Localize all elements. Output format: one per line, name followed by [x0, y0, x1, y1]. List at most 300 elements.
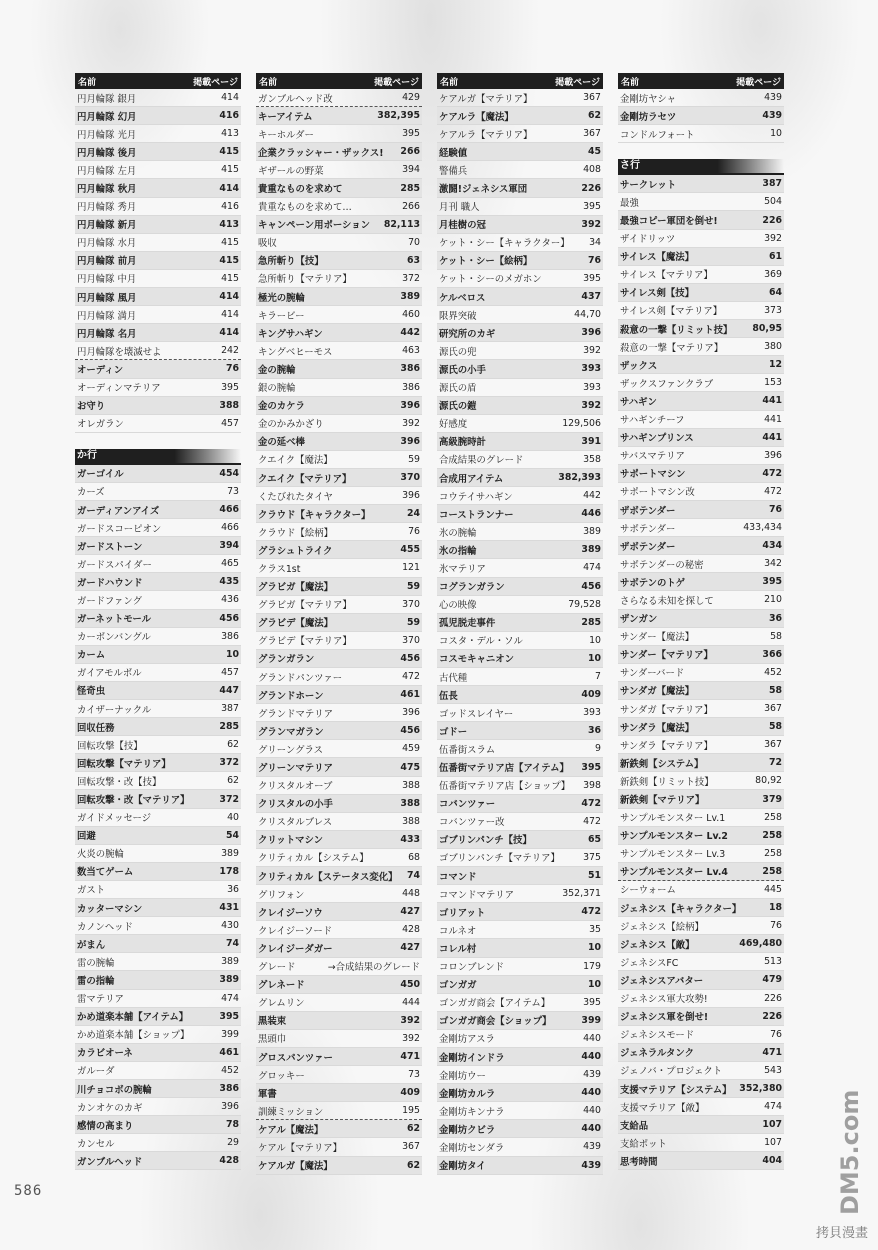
entry-name: クレイジーソード [258, 925, 333, 937]
entry-page: 258 [762, 829, 782, 841]
entry-page: 456 [219, 612, 239, 624]
entry-name: ジェネシス【キャラクター】 [620, 903, 742, 915]
entry-page: 367 [583, 128, 601, 140]
entry-name: 回転攻撃・改【技】 [77, 776, 162, 788]
index-row [437, 1048, 603, 1066]
index-row [256, 89, 422, 107]
index-row [437, 143, 603, 161]
entry-page: 179 [583, 960, 601, 972]
index-row [75, 899, 241, 917]
entry-page: 372 [219, 757, 239, 769]
index-row [75, 198, 241, 216]
entry-name: さらなる未知を探して [620, 595, 714, 607]
entry-name: 心の映像 [439, 600, 477, 612]
index-row [437, 288, 603, 306]
index-row [618, 845, 784, 863]
entry-page: 382,395 [377, 110, 420, 122]
index-row [618, 374, 784, 392]
index-row [75, 324, 241, 342]
entry-page: 386 [402, 381, 420, 393]
index-row [618, 754, 784, 772]
index-row [75, 415, 241, 433]
index-row [437, 903, 603, 921]
entry-name: サポートマシン [620, 469, 686, 481]
entry-name: くたびれたタイヤ [258, 491, 333, 503]
index-row [437, 758, 603, 776]
entry-name: コバンツァー改 [439, 817, 505, 829]
index-row [75, 1116, 241, 1134]
entry-name: 金剛坊ウー [439, 1070, 486, 1082]
index-row [618, 1116, 784, 1134]
entry-page: 24 [406, 508, 420, 520]
index-row [618, 211, 784, 229]
section-heading: か行 [75, 449, 241, 465]
entry-page: 285 [581, 616, 601, 628]
index-row [256, 1157, 422, 1175]
entry-name: グラシュトライク [258, 545, 333, 557]
entry-page: 396 [400, 399, 420, 411]
index-row [75, 591, 241, 609]
index-row [256, 578, 422, 596]
index-row [437, 107, 603, 125]
entry-name: 回転攻撃【マテリア】 [77, 758, 171, 770]
index-row [256, 198, 422, 216]
entry-page: 446 [581, 508, 601, 520]
entry-page: 18 [768, 902, 782, 914]
index-row [437, 559, 603, 577]
index-column-2 [256, 73, 422, 1175]
entry-name: 雷の指輪 [77, 975, 115, 987]
entry-page: 392 [400, 1014, 420, 1026]
entry-name: ジェネラルタンク [620, 1048, 694, 1060]
entry-name: カーム [77, 650, 106, 662]
entry-name: オーディン [77, 364, 124, 376]
index-row [256, 469, 422, 487]
entry-name: ケット・シーのメガホン [439, 274, 542, 286]
entry-page: 73 [227, 485, 239, 497]
entry-name: ガーゴイル [77, 469, 124, 481]
entry-page: 393 [583, 381, 601, 393]
index-row [437, 198, 603, 216]
index-row [618, 1152, 784, 1170]
entry-name: 思考時間 [620, 1156, 658, 1168]
entry-name: 円月輪隊 幻月 [77, 111, 137, 123]
index-row [256, 1066, 422, 1084]
entry-page: 413 [221, 128, 239, 140]
entry-page: 416 [219, 110, 239, 122]
entry-name: 回避 [77, 831, 96, 843]
entry-page: 429 [402, 92, 420, 104]
entry-page: 285 [400, 182, 420, 194]
index-row [75, 1062, 241, 1080]
index-row [618, 1008, 784, 1026]
entry-name: ジェネシス軍大攻勢! [620, 994, 708, 1006]
entry-name: カンオケのカギ [77, 1102, 143, 1114]
entry-name: クラウド【キャラクター】 [258, 509, 371, 521]
entry-page: 382,393 [558, 472, 601, 484]
entry-name: コマンド [439, 871, 477, 883]
entry-name: オーディンマテリア [77, 383, 161, 395]
entry-name: ゴブリンパンチ【技】 [439, 835, 532, 847]
entry-name: 激闘!ジェネシス軍団 [439, 184, 528, 196]
entry-name: クリスタルブレス [258, 817, 333, 829]
entry-name: がまん [77, 939, 106, 951]
entry-page: 387 [221, 703, 239, 715]
index-row [256, 161, 422, 179]
index-row [618, 628, 784, 646]
index-row [437, 179, 603, 197]
index-row [437, 234, 603, 252]
index-row [618, 537, 784, 555]
entry-page: 440 [581, 1123, 601, 1135]
entry-page: 395 [583, 996, 601, 1008]
entry-name: 回転攻撃・改【マテリア】 [77, 795, 190, 807]
entry-page: 479 [762, 974, 782, 986]
index-row [618, 320, 784, 338]
entry-name: 伍長 [439, 690, 458, 702]
entry-name: 数当てゲーム [77, 867, 134, 879]
index-row [618, 881, 784, 899]
entry-name: サボテンダーの秘密 [620, 559, 704, 571]
entry-page: 428 [402, 924, 420, 936]
entry-page: 396 [221, 1101, 239, 1113]
entry-name: シーウォーム [620, 885, 676, 897]
entry-page: 74 [406, 870, 420, 882]
entry-name: カーズ [77, 487, 105, 499]
entry-page: 395 [583, 272, 601, 284]
entry-page: 34 [589, 236, 601, 248]
index-row [256, 704, 422, 722]
entry-name: サンプルモンスター Lv.2 [620, 831, 728, 843]
index-row [437, 813, 603, 831]
entry-name: お守り [77, 401, 106, 413]
index-row [618, 392, 784, 410]
entry-page: 45 [587, 146, 601, 158]
entry-page: 76 [770, 1028, 782, 1040]
entry-page: 471 [762, 1046, 782, 1058]
entry-page: 12 [768, 359, 782, 371]
index-row [618, 971, 784, 989]
entry-page: 394 [402, 164, 420, 176]
entry-name: 支援マテリア【敵】 [620, 1102, 705, 1114]
entry-page: 367 [583, 92, 601, 104]
entry-page: 62 [227, 775, 239, 787]
header-page: 掲載ページ [555, 77, 600, 88]
entry-page: 10 [589, 634, 601, 646]
entry-name: キーアイテム [258, 111, 313, 123]
index-row [618, 519, 784, 537]
index-row [256, 614, 422, 632]
entry-name: 研究所のカギ [439, 328, 496, 340]
entry-page: 472 [581, 906, 601, 918]
entry-name: ジェネシスモード [620, 1030, 695, 1042]
index-row [75, 1098, 241, 1116]
entry-name: コウテイサハギン [439, 491, 513, 503]
index-row [437, 1012, 603, 1030]
entry-name: 円月輪隊 秀月 [77, 202, 137, 214]
entry-page: 63 [406, 254, 420, 266]
index-row [256, 559, 422, 577]
index-row [75, 1080, 241, 1098]
entry-name: サバスマテリア [620, 451, 685, 463]
entry-name: 新鉄剣【マテリア】 [620, 795, 705, 807]
entry-page: →合成結果のグレード [327, 962, 420, 974]
entry-name: クリティカル【ステータス変化】 [258, 871, 398, 883]
index-row [437, 921, 603, 939]
index-row [75, 628, 241, 646]
watermark-text: 拷貝漫畫 [815, 1226, 868, 1241]
entry-page: 44,70 [574, 309, 601, 321]
entry-name: コーストランナー [439, 509, 514, 521]
entry-page: 399 [221, 1028, 239, 1040]
entry-page: 461 [400, 689, 420, 701]
entry-page: 76 [408, 526, 420, 538]
index-row [437, 976, 603, 994]
entry-name: 合成結果のグレード [439, 455, 524, 467]
index-row [256, 976, 422, 994]
entry-page: 76 [225, 363, 239, 375]
entry-name: ジェネシス軍を倒せ! [620, 1012, 709, 1024]
entry-page: 389 [583, 526, 601, 538]
entry-name: 金剛坊ヤシャ [620, 93, 676, 105]
entry-page: 258 [762, 865, 782, 877]
index-row [75, 179, 241, 197]
entry-name: かめ道楽本舗【ショップ】 [77, 1030, 190, 1042]
entry-page: 415 [221, 164, 239, 176]
entry-name: 感情の高まり [77, 1120, 134, 1132]
index-row [437, 1138, 603, 1156]
entry-page: 121 [402, 562, 420, 574]
entry-name: ガードストーン [77, 541, 143, 553]
entry-name: 金の延べ棒 [258, 437, 305, 449]
index-row [75, 216, 241, 234]
entry-name: 伍番街スラム [439, 744, 496, 756]
entry-name: ゴブリンパンチ【マテリア】 [439, 853, 560, 865]
entry-name: グラビガ【マテリア】 [258, 600, 352, 612]
index-row [256, 1048, 422, 1066]
index-row [256, 397, 422, 415]
entry-name: 雷マテリア [77, 994, 124, 1006]
entry-name: グレムリン [258, 998, 305, 1010]
entry-name: コグランガラン [439, 582, 505, 594]
entry-name: サンダラ【マテリア】 [620, 740, 713, 752]
index-row [256, 216, 422, 234]
entry-page: 35 [589, 924, 601, 936]
entry-page: 70 [408, 236, 420, 248]
entry-name: サンダー【マテリア】 [620, 650, 713, 662]
index-row [75, 1026, 241, 1044]
entry-page: 79,528 [568, 598, 601, 610]
entry-page: 435 [219, 576, 239, 588]
entry-page: 408 [583, 164, 601, 176]
entry-name: ガードファング [77, 595, 142, 607]
entry-name: ゴドー [439, 726, 468, 738]
entry-page: 29 [227, 1137, 239, 1149]
index-row [75, 342, 241, 360]
entry-name: 企業クラッシャー・ザックス! [258, 147, 384, 159]
index-row [75, 379, 241, 397]
entry-name: クリスタルの小手 [258, 799, 333, 811]
index-row [618, 917, 784, 935]
entry-name: カンセル [77, 1138, 115, 1150]
entry-page: 441 [764, 413, 782, 425]
entry-name: 源氏の兜 [439, 346, 477, 358]
index-row [75, 360, 241, 378]
column-header [256, 73, 422, 89]
entry-name: 月桂樹の冠 [439, 220, 486, 232]
entry-name: グラビデ【マテリア】 [258, 636, 352, 648]
entry-page: 386 [221, 630, 239, 642]
entry-page: 73 [408, 1069, 420, 1081]
entry-page: 367 [764, 739, 782, 751]
entry-name: 金剛坊インドラ [439, 1052, 505, 1064]
entry-page: 465 [221, 558, 239, 570]
entry-page: 439 [581, 1159, 601, 1171]
entry-name: グランマガラン [258, 726, 324, 738]
entry-page: 51 [587, 870, 601, 882]
entry-name: キャンペーン用ポーション [258, 220, 370, 232]
entry-page: 452 [221, 1064, 239, 1076]
index-row [437, 306, 603, 324]
entry-page: 466 [221, 522, 239, 534]
entry-page: 59 [406, 580, 420, 592]
header-name: 名前 [621, 77, 640, 88]
entry-name: 円月輪隊 左月 [77, 165, 137, 177]
index-row [437, 704, 603, 722]
entry-page: 456 [400, 725, 420, 737]
index-row [75, 772, 241, 790]
index-row [75, 306, 241, 324]
entry-name: 高級腕時計 [439, 437, 486, 449]
entry-page: 463 [402, 345, 420, 357]
index-row [437, 1066, 603, 1084]
entry-name: 吸収 [258, 238, 277, 250]
entry-name: 伍番街マテリア店【アイテム】 [439, 763, 569, 775]
entry-page: 445 [764, 883, 782, 895]
index-row [75, 863, 241, 881]
entry-page: 415 [219, 254, 239, 266]
entry-page: 352,380 [739, 1083, 782, 1095]
index-row [256, 849, 422, 867]
index-row [618, 483, 784, 501]
index-row [618, 1026, 784, 1044]
entry-page: 415 [221, 272, 239, 284]
index-row [618, 1134, 784, 1152]
entry-page: 370 [402, 634, 420, 646]
index-row [75, 610, 241, 628]
entry-page: 266 [402, 200, 420, 212]
index-row [618, 555, 784, 573]
index-row [256, 650, 422, 668]
entry-page: 226 [762, 1010, 782, 1022]
index-row [256, 795, 422, 813]
entry-page: 444 [402, 996, 420, 1008]
index-row [618, 700, 784, 718]
entry-page: 266 [400, 146, 420, 158]
entry-page: 64 [768, 286, 782, 298]
entry-page: 474 [221, 992, 239, 1004]
entry-page: 59 [406, 616, 420, 628]
index-row [75, 501, 241, 519]
index-row [437, 505, 603, 523]
entry-page: 454 [219, 467, 239, 479]
entry-name: ジェネシスFC [620, 957, 679, 969]
entry-name: サンダー【魔法】 [620, 632, 695, 644]
entry-name: サイレス剣【マテリア】 [620, 306, 723, 318]
index-row [618, 646, 784, 664]
entry-name: ザイドリッツ [620, 234, 676, 246]
entry-page: 447 [219, 684, 239, 696]
entry-name: 軍書 [258, 1088, 277, 1100]
entry-page: 62 [587, 110, 601, 122]
index-row [437, 360, 603, 378]
index-row [75, 845, 241, 863]
index-row [256, 921, 422, 939]
entry-name: サハギンチーフ [620, 415, 685, 427]
entry-name: グロッキー [258, 1070, 305, 1082]
entry-name: 伍番街マテリア店【ショップ】 [439, 781, 571, 793]
entry-page: 358 [583, 453, 601, 465]
entry-name: 経験値 [439, 147, 468, 159]
entry-name: コバンツァー [439, 799, 496, 811]
entry-name: 回収任務 [77, 722, 115, 734]
entry-page: 466 [219, 504, 239, 516]
entry-name: ザボテンダー [620, 541, 676, 553]
entry-page: 58 [768, 684, 782, 696]
index-row [437, 1084, 603, 1102]
entry-name: ザボテンダー [620, 505, 676, 517]
entry-name: カーボンバングル [77, 632, 151, 644]
entry-page: 379 [762, 793, 782, 805]
header-name: 名前 [78, 77, 97, 88]
entry-name: 支給ポット [620, 1138, 667, 1150]
entry-page: 370 [400, 472, 420, 484]
index-row [437, 650, 603, 668]
index-row [256, 1120, 422, 1138]
entry-name: サンダーバード [620, 668, 685, 680]
entry-name: サハギンプリンス [620, 433, 694, 445]
entry-page: 62 [227, 739, 239, 751]
entry-name: コレル村 [439, 943, 477, 955]
index-row [618, 827, 784, 845]
entry-name: クラス1st [258, 563, 301, 575]
entry-page: 388 [402, 779, 420, 791]
index-column-1 [75, 73, 241, 1170]
entry-page: 395 [581, 761, 601, 773]
entry-name: ジェネシス【敵】 [620, 939, 695, 951]
entry-name: 好感度 [439, 419, 468, 431]
entry-page: 396 [764, 449, 782, 461]
entry-page: 380 [764, 341, 782, 353]
index-row [618, 1080, 784, 1098]
entry-page: 76 [768, 504, 782, 516]
index-row [256, 523, 422, 541]
entry-page: 439 [583, 1141, 601, 1153]
entry-name: ガードハウンド [77, 577, 143, 589]
entry-name: ゴンガガ商会【ショップ】 [439, 1016, 552, 1028]
entry-name: 月刊 職人 [439, 202, 480, 214]
entry-page: 388 [402, 815, 420, 827]
entry-page: 78 [225, 1119, 239, 1131]
entry-page: 471 [400, 1051, 420, 1063]
index-row [618, 736, 784, 754]
entry-page: 54 [225, 829, 239, 841]
entry-page: 513 [764, 956, 782, 968]
index-row [437, 632, 603, 650]
entry-page: 436 [221, 594, 239, 606]
index-row [618, 89, 784, 107]
entry-name: サボテンのトゲ [620, 577, 685, 589]
